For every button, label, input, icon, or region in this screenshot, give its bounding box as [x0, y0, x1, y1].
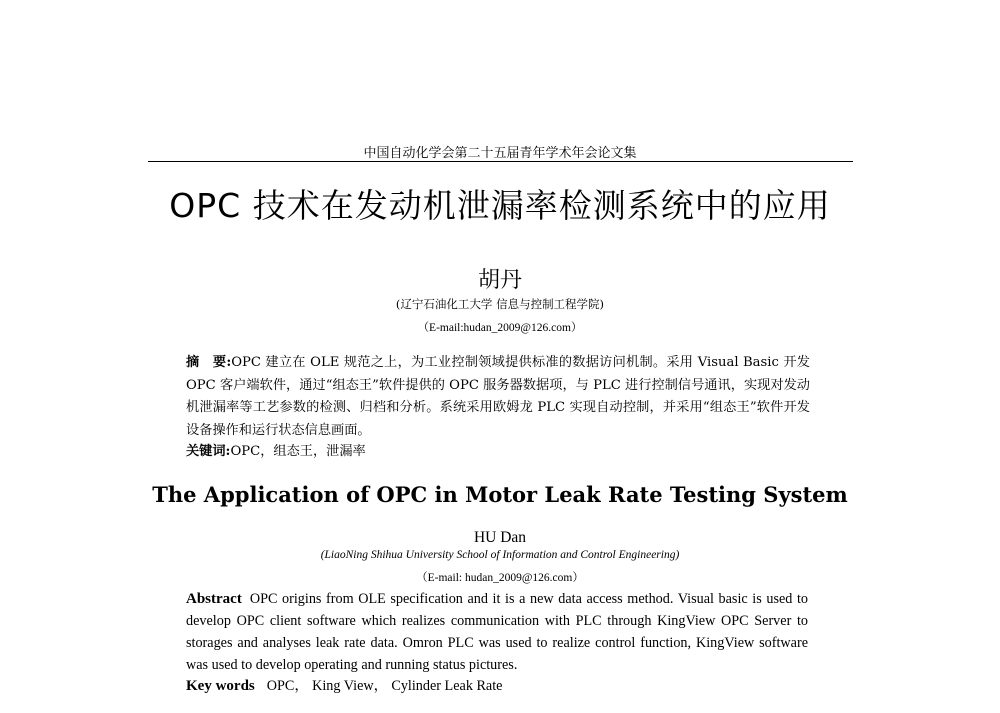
- abstract-text-chinese: OPC 建立在 OLE 规范之上，为工业控制领域提供标准的数据访问机制。采用 Visual Basic 开发 OPC 客户端软件，通过“组态王”软件提供的 OPC 服务器数据项，与 PLC 进行控制信号通讯，实现对发动机泄漏率等工艺参数的检测、归档和分析。系统采用欧姆龙 PLC 实现自动控制，并采用“组态王”软件开发设备操作和运行状态信息画面。: [186, 355, 810, 438]
- abstract-label-english: Abstract: [186, 591, 242, 607]
- keywords-text-english: OPC， King View， Cylinder Leak Rate: [266, 678, 503, 694]
- paper-title-english: The Application of OPC in Motor Leak Rate Testing System: [152, 482, 848, 507]
- affiliation-chinese: (辽宁石油化工大学 信息与控制工程学院): [395, 297, 605, 311]
- abstract-text-english: OPC origins from OLE specification and it is a new data access method. Visual basic is used to develop OPC client software which realizes communication with PLC through KingView OPC Server to storages and analyses leak rate data. Omron PLC was used to realize control function, KingView software was used to develop operating and running status pictures.: [186, 591, 808, 673]
- keywords-text-chinese: OPC，组态王，泄漏率: [230, 444, 366, 459]
- email-chinese: （E-mail:hudan_2009@126.com）: [417, 322, 583, 334]
- keywords-label-chinese: 关键词:: [186, 444, 231, 459]
- abstract-english: [186, 588, 808, 676]
- paper-title-chinese: OPC 技术在发动机泄漏率检测系统中的应用: [169, 186, 831, 225]
- affiliation-english: (LiaoNing Shihua University School of Information and Control Engineering): [320, 549, 680, 561]
- abstract-chinese: [186, 352, 810, 442]
- email-english: （E-mail: hudan_2009@126.com）: [416, 572, 584, 584]
- running-header: 中国自动化学会第二十五届青年学术年会论文集: [363, 146, 637, 161]
- author-name-english: HU Dan: [473, 529, 527, 546]
- abstract-label-chinese: 摘 要:: [186, 355, 232, 370]
- author-name-chinese: 胡丹: [477, 268, 522, 293]
- keywords-label-english: Key words: [186, 678, 255, 694]
- header-rule: [148, 161, 853, 162]
- keywords-english: [186, 675, 808, 697]
- keywords-chinese: [186, 441, 810, 463]
